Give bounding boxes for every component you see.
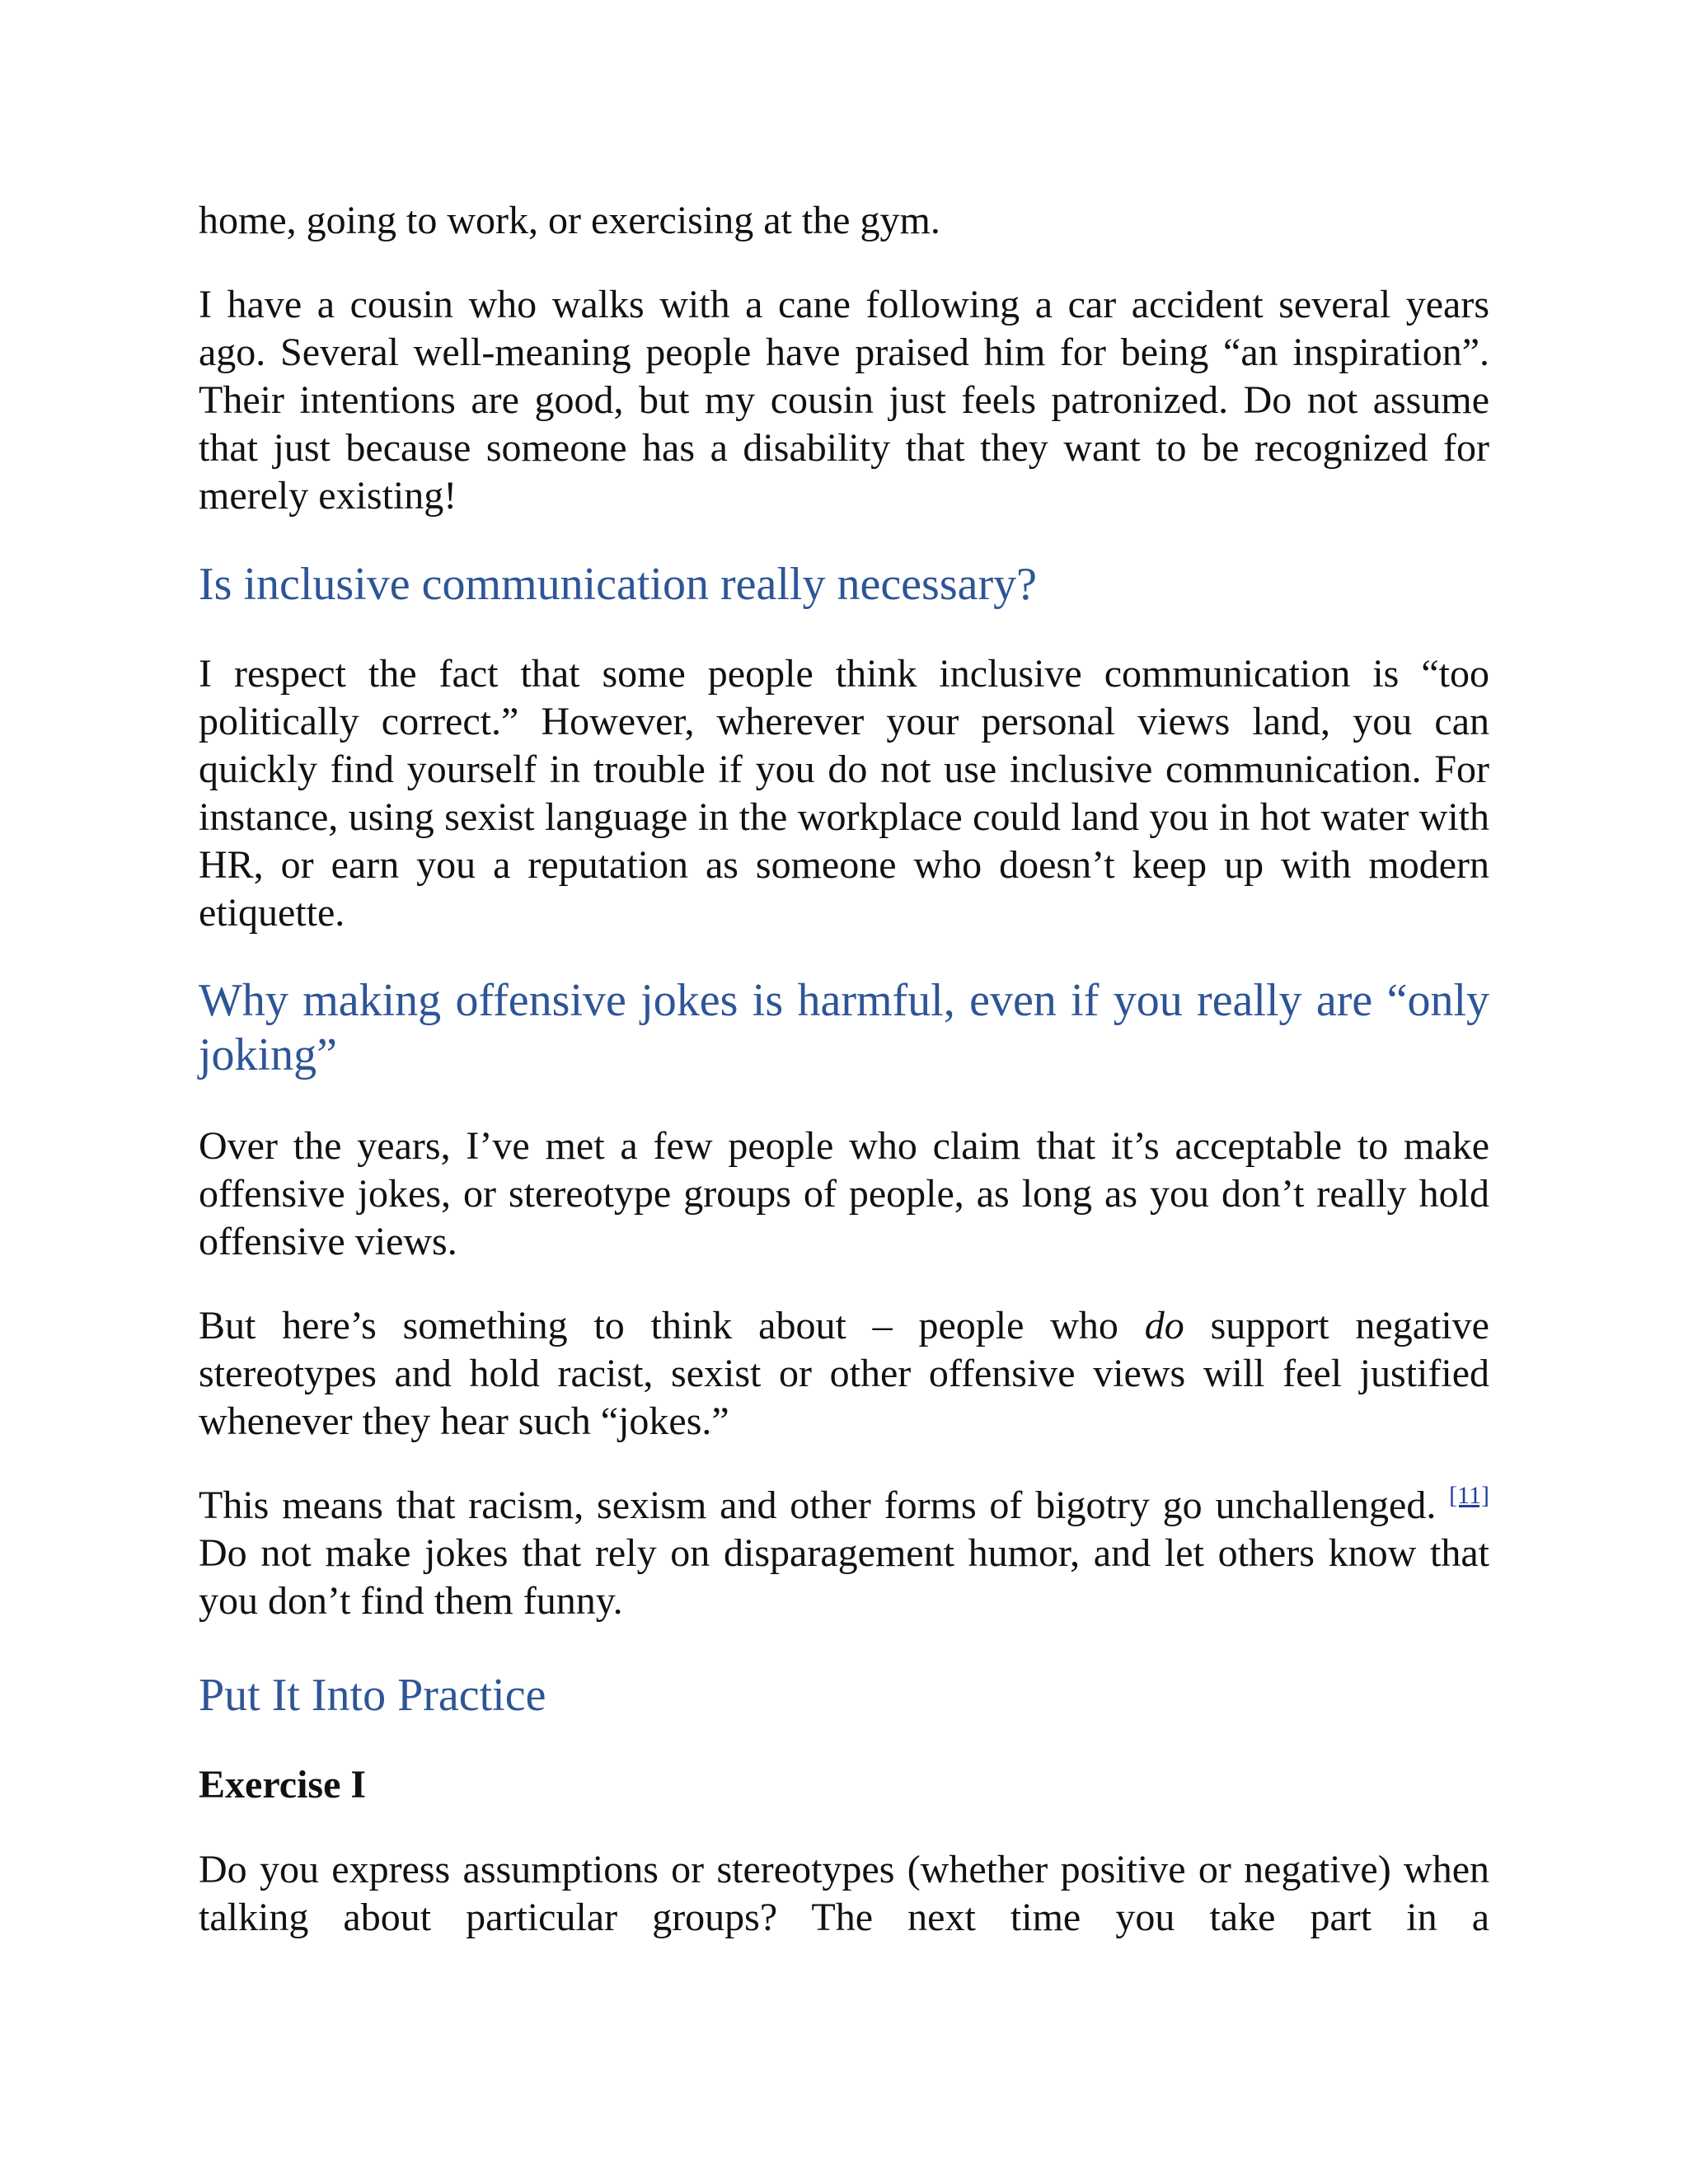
paragraph-over-the-years: Over the years, I’ve met a few people who claim that it’s acceptable to make offensive jokes, or stereotype groups of people, as long as you don’t really hold offensive views. — [199, 1124, 1489, 1263]
paragraph-continuation: home, going to work, or exercising at the gym. — [199, 199, 940, 242]
paragraph-something-to-think-about — [199, 1302, 1489, 1446]
paragraph-text: But here’s something to think about – people who — [199, 1304, 1145, 1347]
heading-offensive-jokes: Why making offensive jokes is harmful, even if you really are “only joking” — [199, 975, 1489, 1080]
emphasis-text: do — [1144, 1304, 1184, 1347]
heading-inclusive-communication: Is inclusive communication really necessary? — [199, 559, 1037, 610]
subheading-exercise-one: Exercise I — [199, 1763, 367, 1807]
heading-put-it-into-practice: Put It Into Practice — [199, 1670, 546, 1721]
paragraph-bigotry-unchallenged — [199, 1482, 1489, 1625]
paragraph-text: support negative stereotypes and hold racist, sexist or other offensive views will feel justified whenever they hear such “jokes.” — [199, 1304, 1489, 1443]
paragraph-cousin-cane: I have a cousin who walks with a cane following a car accident several years ago. Several well-meaning people have praised him for being “an inspiration”. Their intentions are good, but my cousin just feels patronized. Do not assume that just because someone has a disability that they want to be recognized for merely existing! — [199, 283, 1489, 518]
footnote-link[interactable]: [11] — [1449, 1482, 1489, 1509]
paragraph-text: This means that racism, sexism and other forms of bigotry go unchallenged. — [199, 1483, 1450, 1527]
paragraph-text: Do not make jokes that rely on disparagement humor, and let others know that you don’t find them funny. — [199, 1531, 1489, 1623]
paragraph-politically-correct: I respect the fact that some people think inclusive communication is “too politically correct.” However, wherever your personal views land, you can quickly find yourself in trouble if you do not use inclusive communication. For instance, using sexist language in the workplace could land you in hot water with HR, or earn you a reputation as someone who doesn’t keep up with modern etiquette. — [199, 652, 1489, 935]
paragraph-exercise-text: Do you express assumptions or stereotypes (whether positive or negative) when talking about particular groups? The next time you take part in a — [199, 1848, 1489, 1939]
